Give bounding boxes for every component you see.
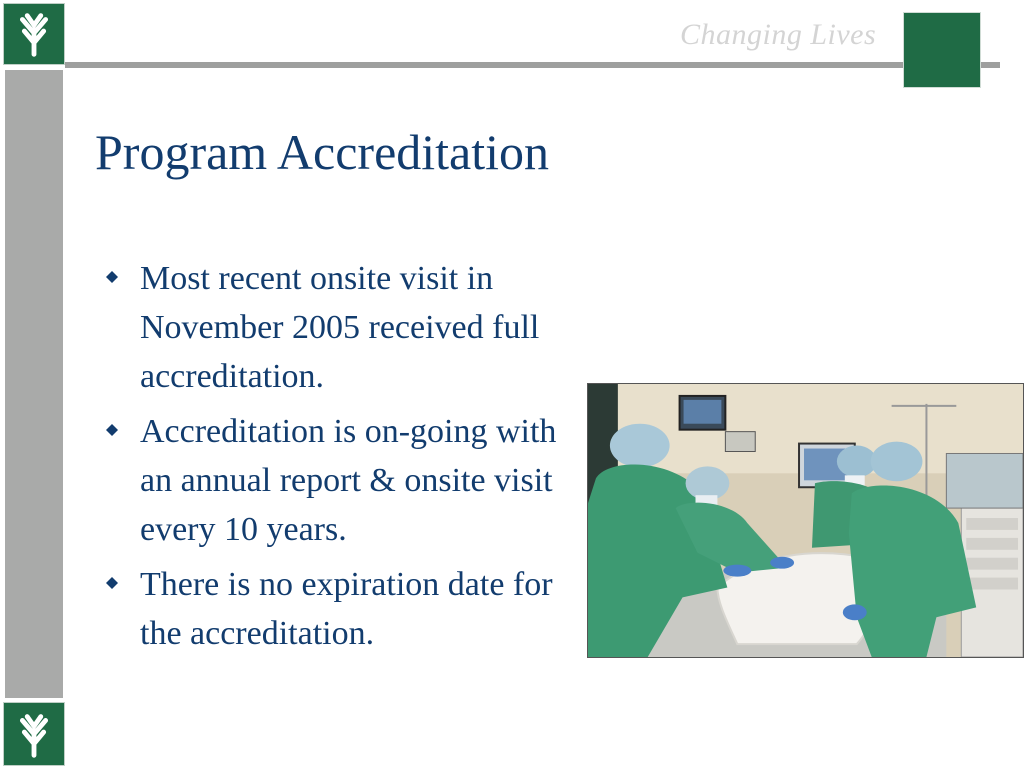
bullet-item [100,560,580,658]
bullet-list [100,254,580,664]
header-rule [65,62,1000,68]
slide-title: Program Accreditation [95,124,550,180]
tree-y-icon [4,4,64,64]
bullet-text: There is no expiration date for the accreditation. [140,566,553,652]
bullet-item [100,407,580,554]
diamond-bullet-icon [106,424,118,436]
tree-y-icon [4,703,64,765]
tagline: Changing Lives [680,18,877,51]
left-sidebar-bar [5,70,63,698]
bullet-text: Most recent onsite visit in November 2005 received full accreditation. [140,260,540,395]
brand-square [903,12,981,88]
logo-bottom [3,702,65,766]
bullet-text: Accreditation is on-going with an annual report & onsite visit every 10 years. [140,413,557,548]
diamond-bullet-icon [106,271,118,283]
diamond-bullet-icon [106,577,118,589]
bullet-item [100,254,580,401]
logo-top [3,3,65,65]
surgical-team-photo [587,383,1024,658]
